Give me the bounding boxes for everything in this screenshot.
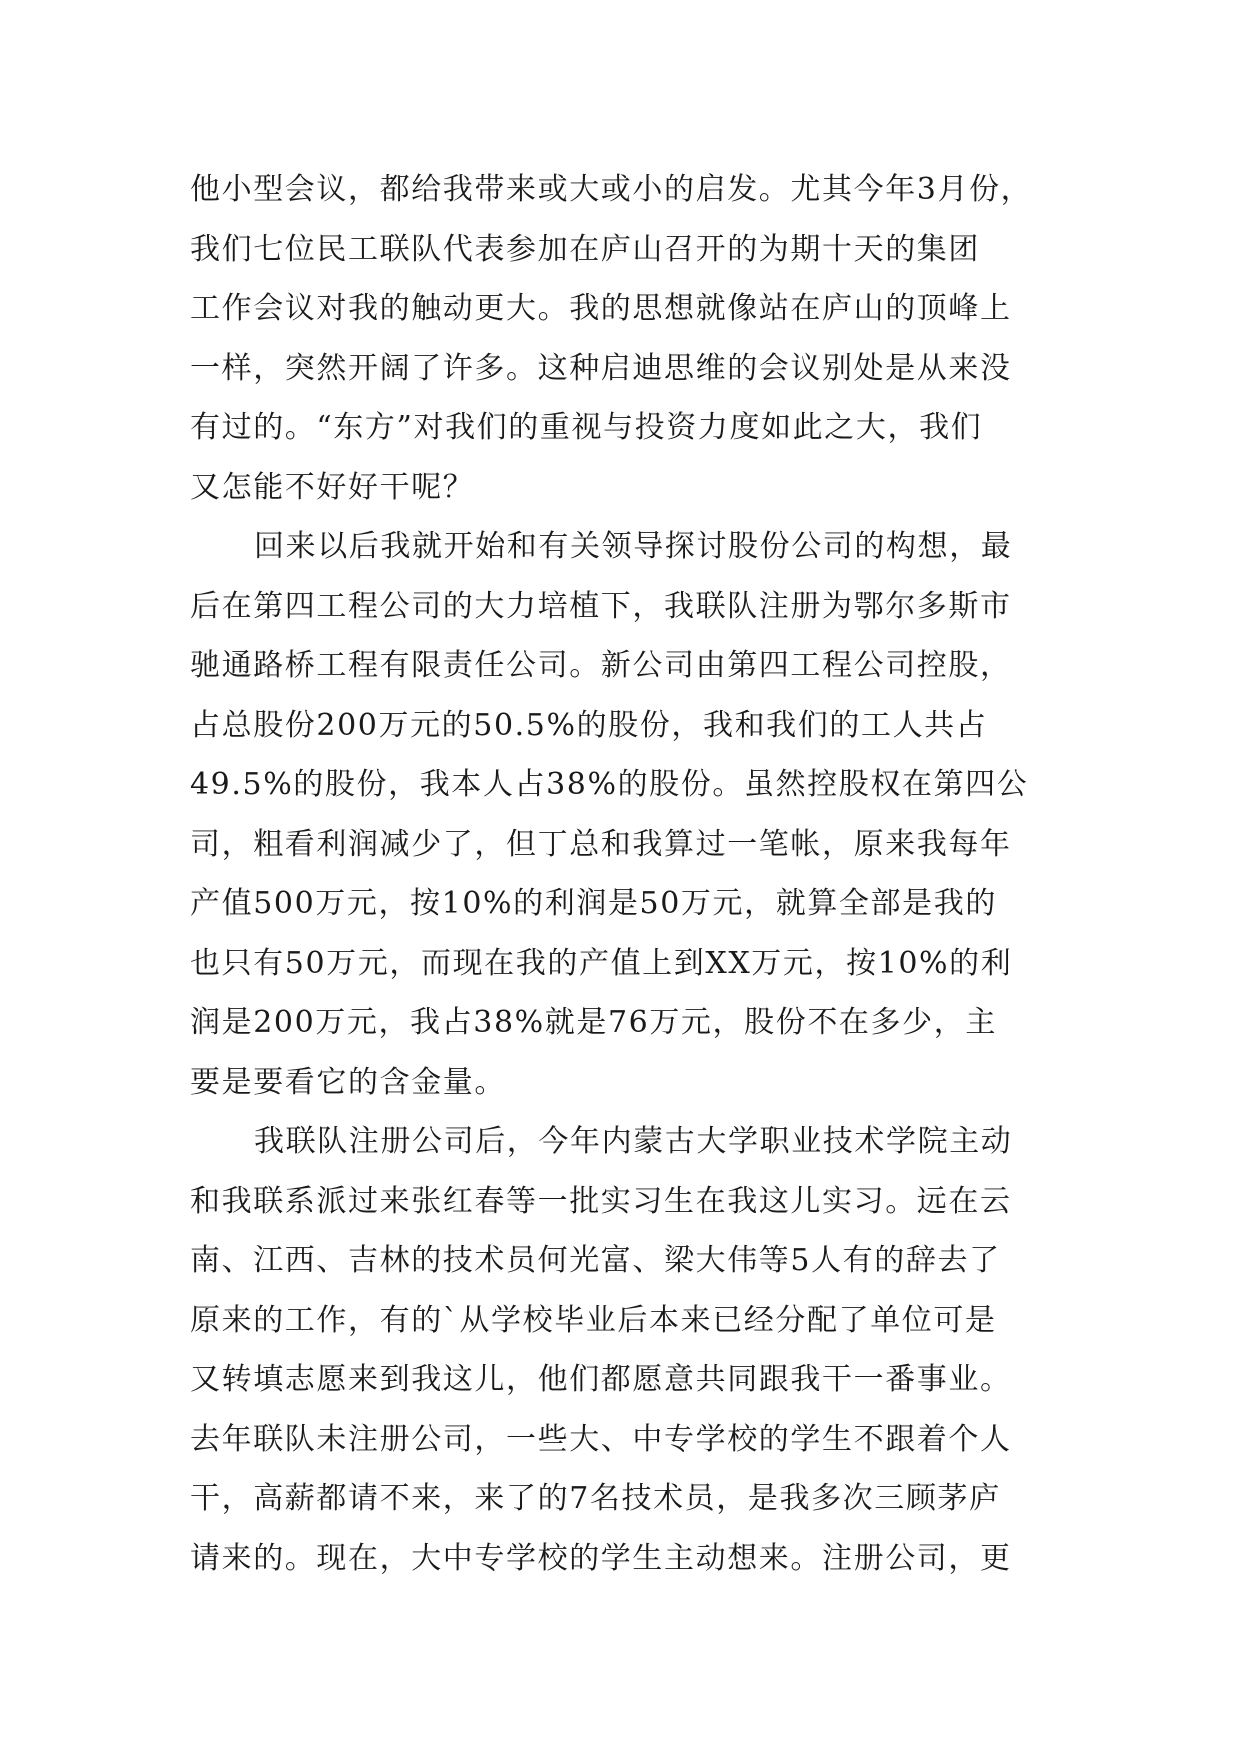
text-line: 请来的。现在，大中专学校的学生主动想来。注册公司，更 <box>190 1540 1012 1576</box>
text-line: 司，粗看利润减少了，但丁总和我算过一笔帐，原来我每年 <box>190 826 1012 862</box>
text-line: 干，高薪都请不来，来了的7名技术员，是我多次三顾茅庐 <box>190 1481 1001 1516</box>
text-line: 去年联队未注册公司，一些大、中专学校的学生不跟着个人 <box>190 1421 1012 1457</box>
text-line: 工作会议对我的触动更大。我的思想就像站在庐山的顶峰上 <box>190 291 1012 326</box>
text-line: 润是200万元，我占38%就是76万元，股份不在多少，主 <box>190 1005 997 1040</box>
text-line: 和我联系派过来张红春等一批实习生在我这儿实习。远在云 <box>190 1183 1012 1219</box>
paragraph-first-line: 我联队注册公司后，今年内蒙古大学职业技术学院主动 <box>254 1124 1013 1159</box>
text-line: 要是要看它的含金量。 <box>190 1064 506 1100</box>
text-line: 原来的工作，有的`从学校毕业后本来已经分配了单位可是 <box>190 1302 997 1338</box>
text-line: 后在第四工程公司的大力培植下，我联队注册为鄂尔多斯市 <box>190 588 1012 624</box>
paragraph-first-line: 回来以后我就开始和有关领导探讨股份公司的构想，最 <box>254 529 1013 564</box>
text-line: 他小型会议，都给我带来或大或小的启发。尤其今年3月份， <box>190 172 1033 207</box>
text-line: 又怎能不好好干呢？ <box>190 469 475 505</box>
text-line: 一样，突然开阔了许多。这种启迪思维的会议别处是从来没 <box>190 350 1012 386</box>
text-line: 有过的。“东方”对我们的重视与投资力度如此之大，我们 <box>190 410 983 445</box>
text-line: 驰通路桥工程有限责任公司。新公司由第四工程公司控股， <box>190 648 1012 683</box>
body-text <box>190 160 1070 1588</box>
text-line: 也只有50万元，而现在我的产值上到XX万元，按10%的利 <box>190 945 1013 981</box>
text-line: 我们七位民工联队代表参加在庐山召开的为期十天的集团 <box>190 231 980 267</box>
text-line: 49.5%的股份，我本人占38%的股份。虽然控股权在第四公 <box>190 767 1029 802</box>
text-line: 占总股份200万元的50.5%的股份，我和我们的工人共占 <box>190 707 988 743</box>
text-line: 产值500万元，按10%的利润是50万元，就算全部是我的 <box>190 886 997 921</box>
text-line: 南、江西、吉林的技术员何光富、梁大伟等5人有的辞去了 <box>190 1243 1001 1278</box>
text-line: 又转填志愿来到我这儿，他们都愿意共同跟我干一番事业。 <box>190 1362 1012 1397</box>
